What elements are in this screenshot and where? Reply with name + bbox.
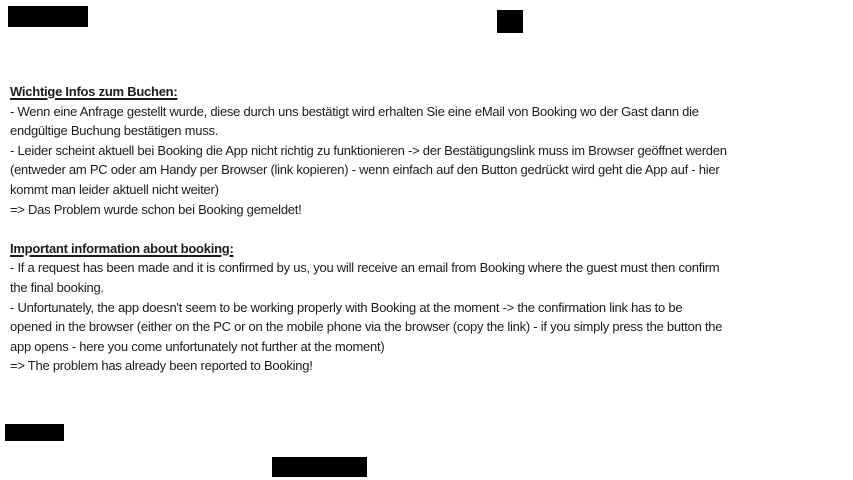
text-line: => The problem has already been reported to Booking! — [10, 358, 313, 374]
redaction-box-bottom-left — [5, 424, 64, 441]
english-info-section — [10, 239, 847, 376]
text-line: kommt man leider aktuell nicht weiter) — [10, 181, 219, 197]
text-line: app opens - here you come unfortunately not further at the moment) — [10, 338, 385, 354]
redaction-box-top-left — [8, 6, 88, 27]
english-section-heading: Important information about booking: — [10, 240, 234, 256]
redaction-box-top-center — [497, 10, 523, 33]
german-section-heading: Wichtige Infos zum Buchen: — [10, 84, 178, 99]
text-line: endgültige Buchung bestätigen muss. — [10, 123, 219, 139]
redaction-box-bottom-center — [272, 457, 367, 477]
text-line: the final booking. — [10, 279, 104, 295]
text-line: => Das Problem wurde schon bei Booking gemeldet! — [10, 201, 302, 217]
german-info-section — [10, 82, 847, 219]
text-line: - If a request has been made and it is confirmed by us, you will receive an email from Booking where the guest must then confirm — [10, 260, 720, 276]
section-gap — [10, 219, 847, 239]
document-content — [10, 82, 847, 376]
text-line: opened in the browser (either on the PC or on the mobile phone via the browser (copy the link) - if you simply press the button the — [10, 319, 723, 335]
text-line: - Wenn eine Anfrage gestellt wurde, diese durch uns bestätigt wird erhalten Sie eine eMail von Booking wo der Gast dann die — [10, 103, 699, 119]
text-line: - Leider scheint aktuell bei Booking die App nicht richtig zu funktionieren -> der Bestätigungslink muss im Browser geöffnet werden — [10, 142, 727, 158]
text-line: (entweder am PC oder am Handy per Browser (link kopieren) - wenn einfach auf den Button gedrückt wird geht die App auf - hier — [10, 162, 720, 178]
text-line: - Unfortunately, the app doesn't seem to be working properly with Booking at the moment -> the confirmation link has to be — [10, 299, 683, 315]
